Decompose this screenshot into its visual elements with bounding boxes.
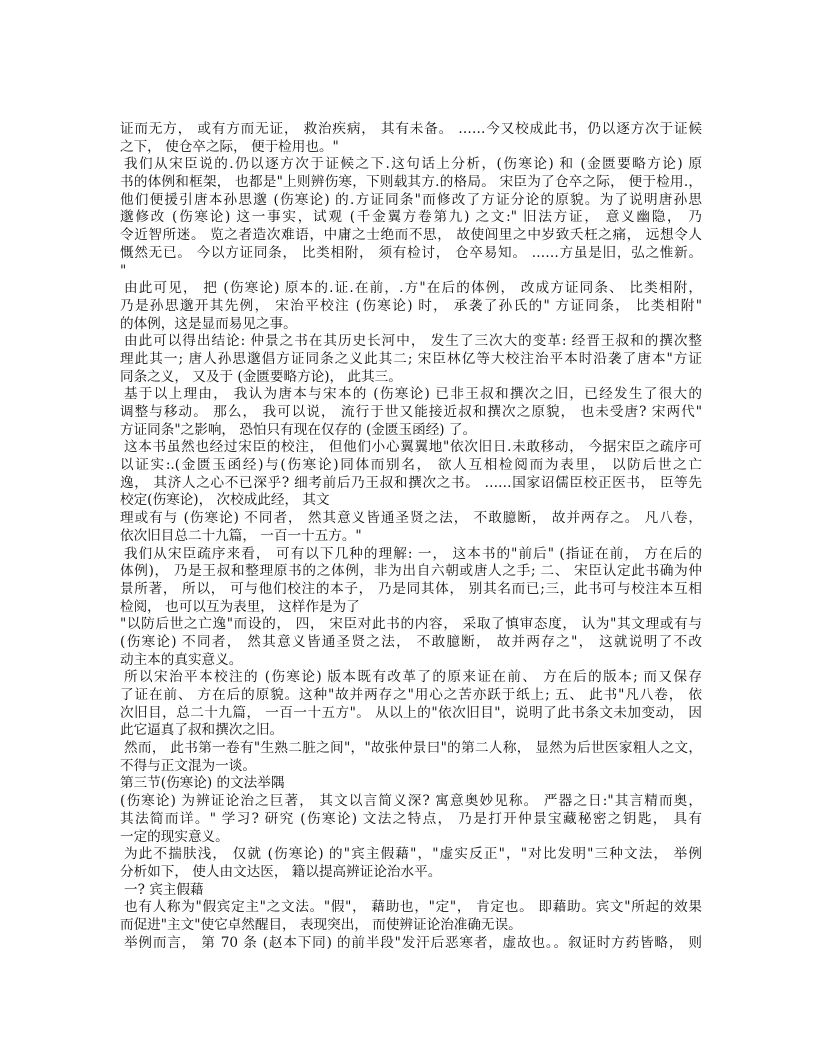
text-line: 依次旧目总二十九篇， 一百一十五方。" xyxy=(120,527,362,544)
text-line: 基于以上理由， 我认为唐本与宋本的 (伤寒论) 已非王叔和撰次之旧，已经发生了很大的 xyxy=(124,386,702,403)
text-line: 第三节(伤寒论) 的文法举隅 xyxy=(120,775,285,792)
text-line: 书的体例和框架， 也都是"上则辨伤寒，下则载其方.的格局。 宋臣为了仓卒之际， 便于检用.， xyxy=(120,174,702,191)
text-line: 动主本的真实意义。 xyxy=(120,651,243,668)
text-line: 次旧目，总二十九篇， 一百一十五方"。 从以上的"依次旧目"，说明了此书条文未加变动， 因 xyxy=(120,704,702,721)
text-line: 然而， 此书第一卷有"生熟二脏之间"，"故张仲景曰"的第二人称， 显然为后世医家粗人之文， xyxy=(124,740,702,757)
text-line: 以证实:.(金匮玉函经)与(伤寒论)同体而别名， 欲人互相检阅而为表里， 以防后世之亡 xyxy=(120,457,702,474)
document-body xyxy=(120,121,702,952)
text-line: 由此可见， 把 (伤寒论) 原本的.证.在前，.方"在后的体例， 改成方证同条、 比类相附， xyxy=(124,280,702,297)
text-line: 景所著， 所以， 可与他们校注的本子， 乃是同其体， 别其名而已;三，此书可与校注本互相 xyxy=(120,580,702,597)
text-line: 乃是孙思邈开其先例， 宋治平校注 (伤寒论) 时， 承袭了孙氏的" 方证同条， 比类相附" xyxy=(120,297,702,314)
text-line: 逸， 其济人之心不已深乎? 细考前后乃王叔和撰次之书。 ……国家诏儒臣校正医书， 臣等先 xyxy=(120,474,702,491)
text-line: 由此可以得出结论: 仲景之书在其历史长河中， 发生了三次大的变革: 经晋王叔和的撰次整 xyxy=(124,333,702,350)
text-line: "以防后世之亡逸"而设的， 四， 宋臣对此书的内容， 采取了慎审态度， 认为"其文理或有与 xyxy=(120,616,702,633)
text-line: 理此其一; 唐人孙思邈倡方证同条之义此其二; 宋臣林亿等大校注治平本时沿袭了唐本"方证 xyxy=(120,350,702,367)
text-line: 为此不揣肤浅， 仅就 (伤寒论) 的"宾主假藉"，"虚实反正"，"对比发明"三种文法， 举例 xyxy=(124,846,702,863)
text-line: 了证在前、 方在后的原貌。这种"故并两存之"用心之苦亦跃于纸上; 五、 此书"凡八卷， 依 xyxy=(120,687,702,703)
text-line: 校定(伤寒论)， 次校成此经， 其文 xyxy=(120,492,330,509)
text-line: 分析如下， 使人由文达医， 籍以提高辨证论治水平。 xyxy=(120,863,442,880)
text-line: 一定的现实意义。 xyxy=(120,828,229,845)
text-line: 不得与正文混为一谈。 xyxy=(120,757,256,774)
text-line: 也有人称为"假宾定主"之文法。"假"， 藉助也，"定"， 肯定也。 即藉助。宾文"所起的效果 xyxy=(124,899,702,916)
text-line: 同条之义， 又及于 (金匮要略方论)， 此其三。 xyxy=(120,368,402,385)
text-line: 方证同条"之影响， 恐怕只有现在仅存的 (金匮玉函经) 了。 xyxy=(120,421,477,438)
text-line: 体例)， 乃是王叔和整理原书的之体例，非为出自六朝或唐人之手; 二、 宋臣认定此书确为仲 xyxy=(120,563,702,580)
text-line: 慨然无已。 今以方证同条， 比类相附， 须有检讨， 仓卒易知。 ……方虽是旧，弘之惟新。 xyxy=(120,244,702,261)
text-line: 举例而言， 第 70 条 (赵本下同) 的前半段"发汗后恶寒者，虚故也。。叙证时方药皆略， 则 xyxy=(124,934,702,951)
text-line: 调整与移动。 那么， 我可以说， 流行于世又能接近叔和撰次之原貌， 也未受唐? 宋两代" xyxy=(120,404,702,420)
text-line: 邈修改 (伤寒论) 这一事实，试观 (千金翼方卷第九) 之文:" 旧法方证， 意义幽隐， 乃 xyxy=(120,209,702,226)
text-line: 其法简而详。" 学习? 研究 (伤寒论) 文法之特点， 乃是打开仲景宝藏秘密之钥匙， 具有 xyxy=(120,810,702,827)
text-line: 证而无方， 或有方而无证， 救治疾病， 其有未备。 ……今又校成此书，仍以逐方次于证候 xyxy=(120,121,702,137)
text-line: 令近智所迷。 览之者造次难语，中庸之士绝而不思， 故使闾里之中岁致夭枉之痛， 远想令人 xyxy=(120,227,702,244)
text-line: 检阅， 也可以互为表里， 这样作是为了 xyxy=(120,598,360,615)
text-line: 所以宋治平本校注的 (伤寒论) 版本既有改革了的原来证在前、 方在后的版本; 而又保存 xyxy=(124,669,702,686)
text-line: 此它逼真了叔和撰次之旧。 xyxy=(120,722,284,739)
text-line: 我们从宋臣疏序来看， 可有以下几种的理解: 一， 这本书的"前后" (指证在前， 方在后的 xyxy=(124,545,702,562)
text-line: " xyxy=(120,262,127,279)
text-line: 他们便援引唐本孙思邈 (伤寒论) 的.方证同条"而修改了方证分论的原貌。为了说明唐孙思 xyxy=(120,191,702,208)
text-line: 而促进"主文"使它卓然醒目， 表现突出， 而使辨证论治准确无误。 xyxy=(120,916,522,933)
text-line: 理或有与 (伤寒论) 不同者， 然其意义皆通圣贤之法， 不敢臆断， 故并两存之。 凡八卷， xyxy=(120,510,702,527)
text-line: (伤寒论) 不同者， 然其意义皆通圣贤之法， 不敢臆断， 故并两存之"， 这就说明了不改 xyxy=(120,633,702,650)
text-line: 之下， 使仓卒之际， 便于检用也。" xyxy=(120,138,339,155)
text-line: (伤寒论) 为辨证论治之巨著， 其文以言简义深? 寓意奥妙见称。 严器之日:"其言精而奥， xyxy=(120,793,702,810)
text-line: 的体例，这是显而易见之事。 xyxy=(120,315,297,332)
text-line: 一? 宾主假藉 xyxy=(124,881,204,898)
text-line: 这本书虽然也经过宋臣的校注， 但他们小心翼翼地"依次旧日.未敢移动， 今据宋臣之疏序可 xyxy=(124,439,702,456)
text-line: 我们从宋臣说的.仍以逐方次于证候之下.这句话上分析，(伤寒论) 和 (金匮要略方论) 原 xyxy=(124,156,702,173)
